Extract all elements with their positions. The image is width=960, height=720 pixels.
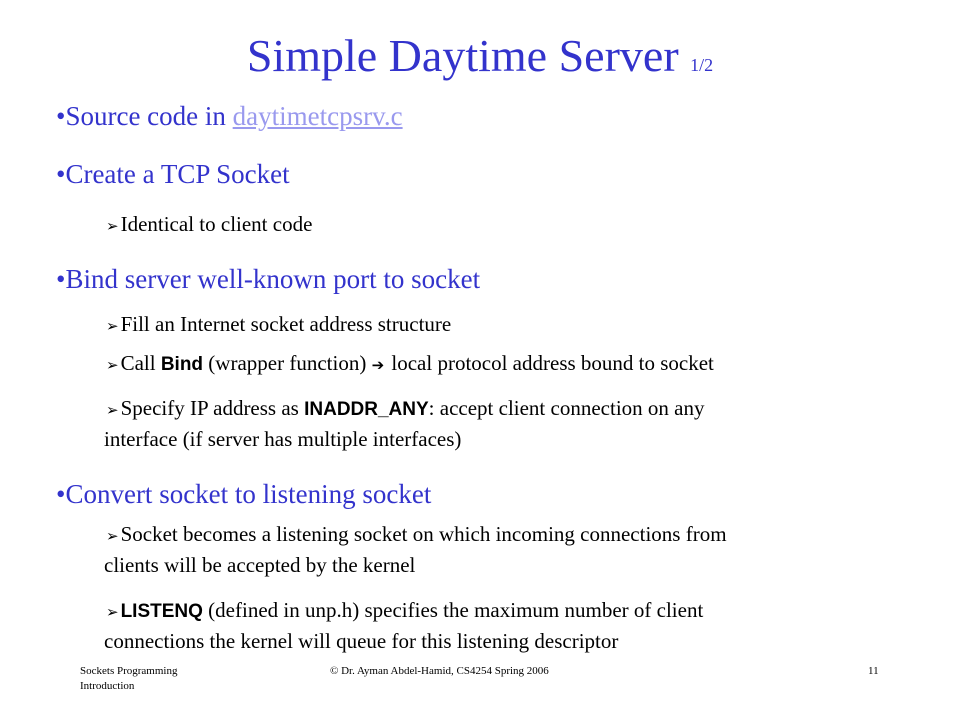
sub-item-text: Specify IP address as (120, 396, 305, 420)
sub-item-listenq (106, 596, 906, 656)
sub-item-identical (106, 210, 906, 241)
sub-item-specify-ip (106, 394, 906, 454)
arrow-bullet-icon: ➢ (106, 401, 119, 419)
source-file-link[interactable]: daytimetcpsrv.c (232, 101, 403, 131)
footer-course-line1: Sockets Programming (80, 665, 178, 677)
bullet-bind-port: •Bind server well-known port to socket (56, 264, 481, 294)
sub-item-text: (wrapper function) (203, 351, 372, 375)
bullet-create-socket: •Create a TCP Socket (56, 159, 290, 189)
sub-item-text: Identical to client code (120, 212, 313, 236)
arrow-bullet-icon: ➢ (106, 217, 119, 235)
sub-item-text-line2: connections the kernel will queue for this listening descriptor (104, 629, 619, 653)
slide-title (0, 28, 960, 93)
sub-item-listening-desc (106, 520, 906, 580)
sub-item-text: local protocol address bound to socket (386, 351, 714, 375)
sub-item-call-bind (106, 349, 906, 380)
slide-title-main: Simple Daytime Server (246, 30, 679, 81)
slide-title-page-fraction: 1/2 (690, 55, 714, 75)
sub-item-text: Fill an Internet socket address structure (120, 312, 452, 336)
arrow-bullet-icon: ➢ (106, 527, 119, 545)
footer-copyright: © Dr. Ayman Abdel-Hamid, CS4254 Spring 2006 (330, 665, 549, 677)
footer-course-title (80, 664, 177, 694)
bullet-source-code (56, 100, 403, 132)
sub-item-fill-address (106, 310, 906, 341)
arrow-bullet-icon: ➢ (106, 317, 119, 335)
footer-page-number: 11 (868, 665, 879, 677)
arrow-bullet-icon: ➢ (106, 356, 119, 374)
bind-function-name: Bind (160, 354, 204, 375)
right-arrow-icon: ➔ (371, 356, 385, 374)
arrow-bullet-icon: ➢ (106, 603, 119, 621)
footer-course-line2: Introduction (80, 680, 135, 692)
sub-item-text-line2: interface (if server has multiple interfaces) (104, 427, 462, 451)
sub-item-text: (defined in unp.h) specifies the maximum number of client (202, 598, 704, 622)
bullet-listening-socket: •Convert socket to listening socket (56, 479, 432, 509)
sub-item-text: Socket becomes a listening socket on which incoming connections from (120, 522, 727, 546)
listenq-constant: LISTENQ (120, 601, 203, 622)
sub-item-text: Call (120, 351, 161, 375)
inaddr-any-constant: INADDR_ANY (304, 399, 429, 420)
sub-item-text-line2: clients will be accepted by the kernel (104, 553, 416, 577)
sub-item-text: : accept client connection on any (428, 396, 705, 420)
bullet-source-code-label: •Source code in (56, 101, 233, 131)
